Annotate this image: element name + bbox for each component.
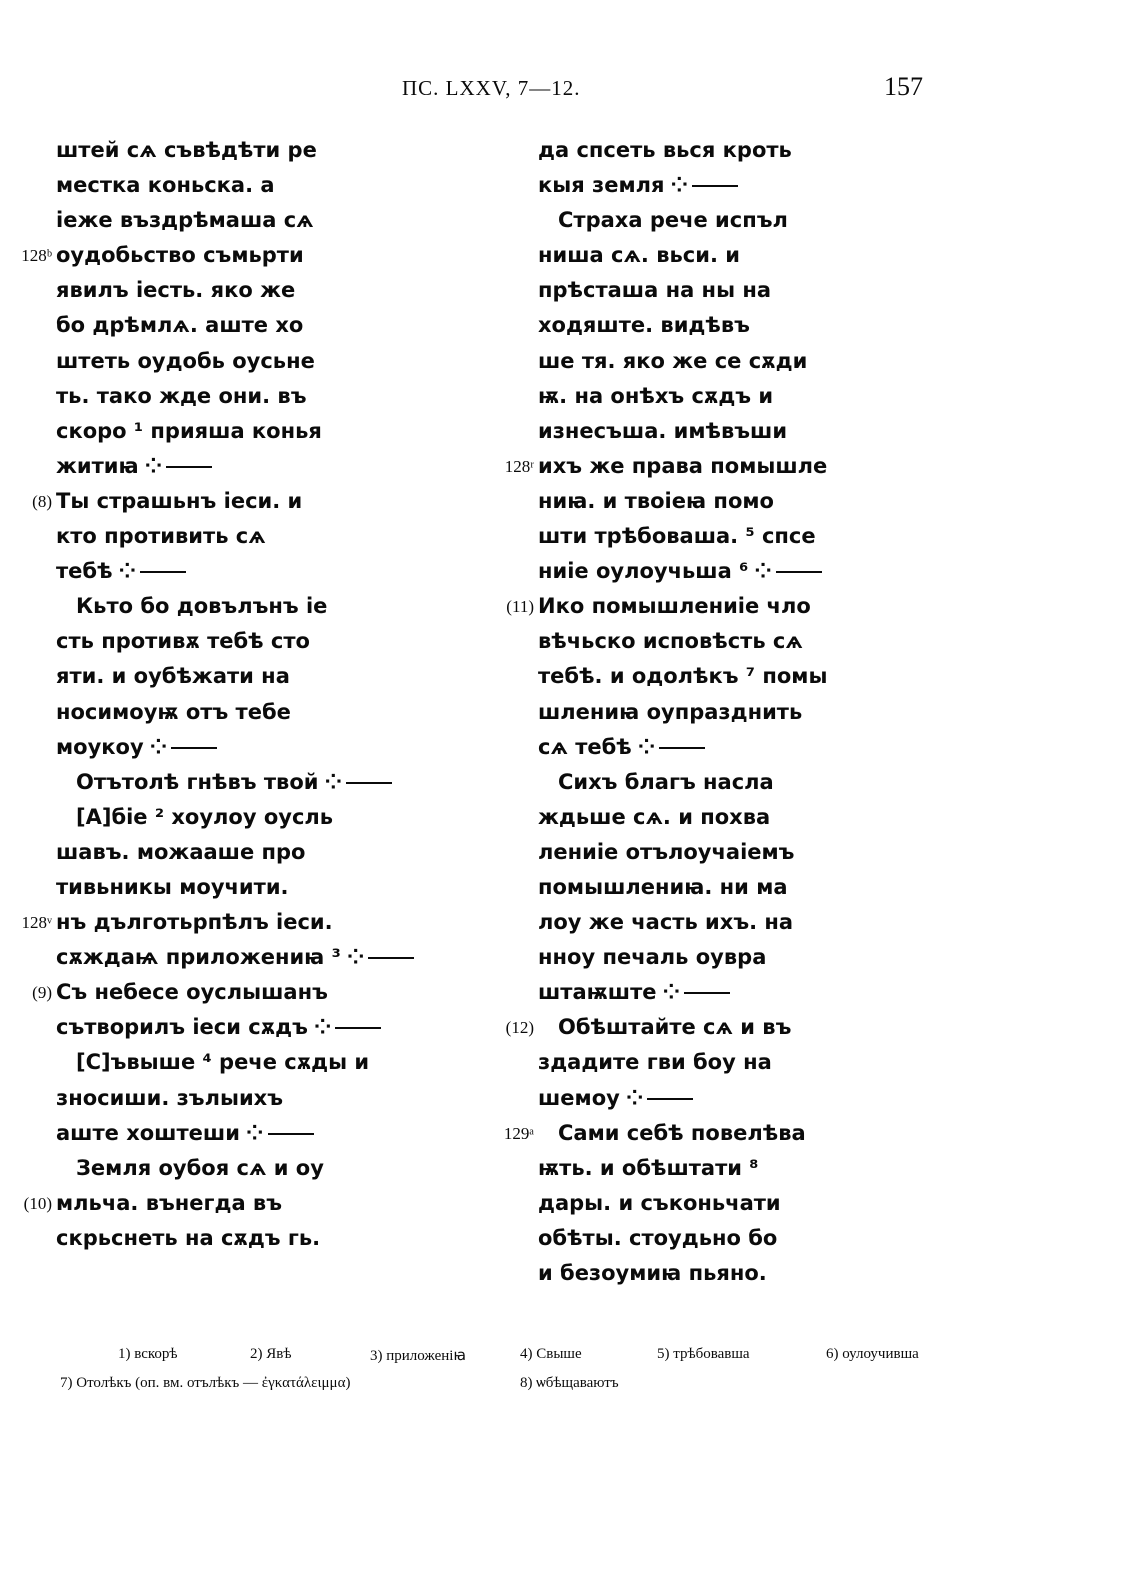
line-text: кыя земля — [538, 173, 665, 198]
text-line — [503, 1116, 958, 1151]
text-line — [538, 344, 958, 379]
left-text-column — [21, 133, 476, 1256]
text-line — [538, 133, 958, 168]
line-text: лоу же часть ихъ. на — [538, 910, 794, 935]
line-text: ждьше сѧ. и похва — [538, 804, 771, 829]
text-line — [538, 659, 958, 694]
line-text: здадите гви боу на — [538, 1050, 772, 1075]
line-text: лениіе отълоучаіемъ — [538, 839, 795, 864]
page-number: 157 — [884, 72, 923, 101]
footnote-row — [60, 1375, 960, 1404]
verse-end-mark: ⁘ — [670, 173, 689, 198]
line-text: Сами себѣ повелѣва — [558, 1120, 806, 1145]
text-line — [538, 1256, 958, 1291]
line-text: носимоуѭ отъ тебе — [56, 699, 291, 724]
line-text: дары. и съконьчати — [538, 1190, 781, 1215]
verse-end-dash — [140, 571, 186, 573]
footnote-8: 8) ѡбѣщаваютъ — [520, 1375, 619, 1391]
line-text: кто противить сѧ — [56, 524, 266, 549]
text-line — [56, 1221, 476, 1256]
text-line — [56, 765, 476, 800]
text-line — [538, 238, 958, 273]
verse-end-dash — [692, 185, 738, 187]
line-text: Съ небесе оуслышанъ — [56, 980, 328, 1005]
line-text: Ты страшьнъ іеси. и — [56, 488, 303, 513]
line-text: обѣты. стоудьно бо — [538, 1225, 778, 1250]
line-text: шемоу — [538, 1085, 620, 1110]
line-text: житиꙗ — [56, 453, 139, 478]
text-line — [538, 1151, 958, 1186]
line-text: шлениꙗ оупразднить — [538, 699, 803, 724]
text-line — [538, 835, 958, 870]
text-line — [538, 1186, 958, 1221]
verse-end-mark: ⁘ — [245, 1120, 264, 1145]
line-text: ниша сѧ. вьси. и — [538, 243, 740, 268]
verse-end-dash — [268, 1133, 314, 1135]
text-line — [32, 975, 476, 1010]
text-line — [56, 870, 476, 905]
line-text: оудобьство съмьрти — [56, 243, 304, 268]
text-line — [538, 554, 958, 589]
line-text: штеть оудобь оусьне — [56, 348, 315, 373]
text-line — [56, 308, 476, 343]
text-line — [56, 695, 476, 730]
text-line — [56, 624, 476, 659]
verse-end-mark: ⁘ — [118, 559, 137, 584]
text-line — [538, 800, 958, 835]
text-line — [538, 484, 958, 519]
line-text: помышлениꙗ. ни ма — [538, 874, 788, 899]
verse-end-mark: ⁘ — [637, 734, 656, 759]
verse-end-mark: ⁘ — [754, 559, 772, 584]
text-line — [538, 1081, 958, 1116]
footnote-5: 5) трѣбовавша — [657, 1346, 750, 1362]
line-text: штей сѧ съвѣдѣти ре — [56, 138, 317, 162]
line-text: ть. тако жде они. въ — [56, 383, 307, 408]
footnote-row — [60, 1346, 960, 1375]
line-text: штаѭште — [538, 980, 657, 1005]
footnote-2: 2) Явѣ — [250, 1346, 292, 1362]
margin-reference: (9) — [32, 983, 52, 1003]
footnote-7: 7) Отолѣкъ (оп. вм. отълѣкъ — ἐγκατάλειμμα) — [60, 1375, 351, 1391]
verse-end-dash — [659, 747, 705, 749]
verse-end-mark: ⁘ — [625, 1085, 644, 1110]
text-line — [56, 1045, 476, 1080]
line-text: нъ дълготьрпѣлъ іеси. — [56, 910, 333, 935]
line-text: аште хоштеши — [56, 1120, 240, 1145]
verse-end-mark: ⁘ — [346, 945, 365, 970]
text-line — [538, 273, 958, 308]
line-text: сть противѫ тебѣ сто — [56, 629, 310, 654]
text-line — [538, 905, 958, 940]
text-line — [56, 589, 476, 624]
text-line — [56, 168, 476, 203]
text-line — [56, 519, 476, 554]
text-line — [538, 624, 958, 659]
line-text: тебѣ. и одолѣкъ ⁷ помы — [538, 664, 828, 689]
line-text: нноу печаль оувра — [538, 945, 767, 970]
verse-end-dash — [776, 571, 822, 573]
verse-end-mark: ⁘ — [149, 734, 168, 759]
line-text: да спсеть вься кроть — [538, 138, 792, 162]
line-text: явилъ іесть. яко же — [56, 278, 296, 303]
text-line — [56, 940, 476, 975]
line-text: сѫждаѩ приложениꙗ ³ — [56, 945, 341, 970]
line-text: тебѣ — [56, 559, 113, 584]
line-text: скрьснеть на сѫдъ гь. — [56, 1225, 321, 1250]
text-line — [538, 940, 958, 975]
verse-end-mark: ⁘ — [662, 980, 681, 1005]
margin-reference: 128ᵇ — [21, 246, 52, 266]
text-line — [56, 659, 476, 694]
text-line — [538, 975, 958, 1010]
text-line — [56, 273, 476, 308]
text-line — [56, 449, 476, 484]
text-line — [56, 800, 476, 835]
line-text: іеже въздрѣмаша сѧ — [56, 208, 314, 233]
text-line — [538, 308, 958, 343]
verse-end-dash — [335, 1027, 381, 1029]
verse-end-mark: ⁘ — [313, 1015, 332, 1040]
text-line — [56, 1116, 476, 1151]
footnote-1: 1) вскорѣ — [118, 1346, 178, 1362]
line-text: местка коньска. а — [56, 173, 275, 198]
line-text: Ико помышлениіе чло — [538, 594, 811, 619]
verse-end-mark: ⁘ — [324, 769, 343, 794]
line-text: шти трѣбоваша. ⁵ спсе — [538, 524, 816, 549]
line-text: мльча. вънегда въ — [56, 1190, 283, 1215]
line-text: ѭть. и обѣштати ⁸ — [538, 1155, 759, 1180]
line-text: прѣсташа на ны на — [538, 278, 772, 303]
line-text: Сихъ благъ насла — [558, 769, 774, 794]
text-line — [538, 765, 958, 800]
line-text: ниꙗ. и твоіеꙗ помо — [538, 488, 774, 513]
text-line — [56, 133, 476, 168]
text-line — [23, 1186, 476, 1221]
line-text: Земля оубоя сѧ и оу — [76, 1155, 324, 1180]
text-line — [21, 905, 476, 940]
text-line — [538, 519, 958, 554]
line-text: яти. и оубѣжати на — [56, 664, 290, 689]
line-text: ниіе оулоучьша ⁶ — [538, 559, 749, 584]
line-text: зносиши. зълыихъ — [56, 1085, 284, 1110]
line-text: бо дрѣмлѧ. аште хо — [56, 313, 304, 338]
text-line — [56, 1081, 476, 1116]
text-line — [538, 379, 958, 414]
margin-reference: 128ʳ — [504, 456, 534, 476]
text-line — [538, 1221, 958, 1256]
margin-reference: (11) — [506, 597, 534, 617]
text-line — [56, 203, 476, 238]
footnote-4: 4) Свыше — [520, 1346, 582, 1362]
text-line — [56, 414, 476, 449]
text-line — [56, 835, 476, 870]
line-text: сътворилъ іеси сѫдъ — [56, 1015, 308, 1040]
line-text: тивьникы моучити. — [56, 874, 289, 899]
text-line — [504, 449, 958, 484]
line-text: [А]біе ² хоулоу оусль — [76, 804, 334, 829]
line-text: Отътолѣ гнѣвъ твой — [76, 769, 319, 794]
verse-end-dash — [647, 1098, 693, 1100]
line-text: ѭ. на онѣхъ сѫдъ и — [538, 383, 774, 408]
margin-reference: (12) — [505, 1018, 534, 1038]
verse-end-dash — [346, 782, 392, 784]
footnote-3: 3) приложеніꙗ — [370, 1348, 467, 1364]
line-text: и безоумиꙗ пьяно. — [538, 1261, 767, 1285]
text-line — [56, 344, 476, 379]
margin-reference: (8) — [32, 491, 52, 511]
verse-end-dash — [684, 992, 730, 994]
verse-end-dash — [166, 466, 212, 468]
line-text: шавъ. можааше про — [56, 839, 306, 864]
text-line — [21, 238, 476, 273]
text-line — [506, 589, 958, 624]
margin-reference: 129ᵃ — [503, 1123, 534, 1143]
text-line — [505, 1010, 958, 1045]
text-line — [56, 730, 476, 765]
text-line — [56, 554, 476, 589]
line-text: вѣчьско исповѣсть сѧ — [538, 629, 803, 654]
running-head: ПС. LXXV, 7—12. — [402, 76, 581, 100]
text-line — [538, 1045, 958, 1080]
line-text: ше тя. яко же се сѫди — [538, 348, 808, 373]
text-line — [538, 414, 958, 449]
text-line — [538, 870, 958, 905]
right-text-column — [503, 133, 958, 1291]
line-text: скоро ¹ прияша конья — [56, 418, 322, 443]
margin-reference: 128ᵛ — [21, 913, 52, 933]
line-text: ихъ же права помышле — [538, 453, 828, 478]
line-text: ходяште. видѣвъ — [538, 313, 750, 338]
line-text: моукоу — [56, 734, 144, 759]
verse-end-mark: ⁘ — [144, 453, 163, 478]
footnotes — [60, 1346, 960, 1404]
text-line — [538, 203, 958, 238]
line-text: [С]ъвыше ⁴ рече сѫды и — [76, 1050, 370, 1075]
text-line — [56, 379, 476, 414]
text-line — [538, 695, 958, 730]
text-line — [56, 1010, 476, 1045]
line-text: сѧ тебѣ — [538, 734, 632, 759]
line-text: изнесъша. имѣвъши — [538, 418, 788, 443]
margin-reference: (10) — [23, 1193, 52, 1213]
text-line — [538, 168, 958, 203]
text-line — [538, 730, 958, 765]
text-line — [32, 484, 476, 519]
line-text: Страха рече испъл — [558, 208, 788, 233]
line-text: Обѣштайте сѧ и въ — [558, 1015, 792, 1040]
verse-end-dash — [368, 957, 414, 959]
verse-end-dash — [171, 747, 217, 749]
line-text: Кьто бо довълънъ іе — [76, 594, 328, 619]
footnote-6: 6) оулоучивша — [826, 1346, 919, 1362]
text-line — [56, 1151, 476, 1186]
